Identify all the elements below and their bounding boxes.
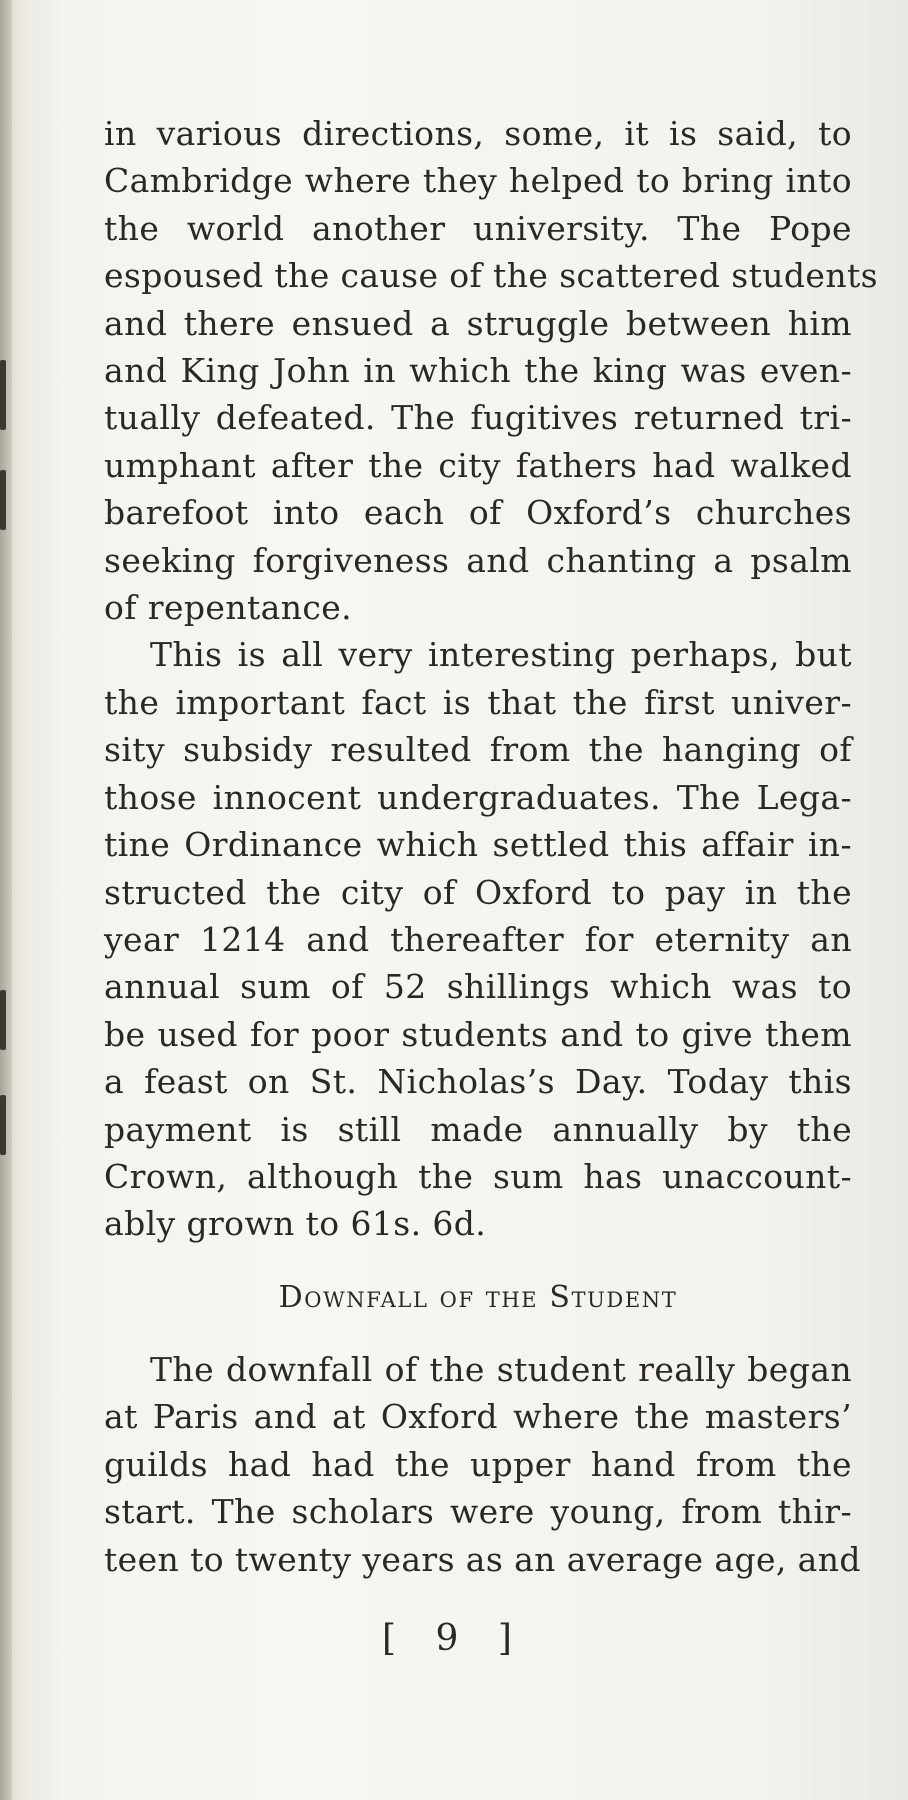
text-line: at Paris and at Oxford where the masters’ — [104, 1397, 852, 1437]
binding-stitch — [0, 1095, 6, 1155]
text-line: and King John in which the king was even- — [104, 351, 852, 391]
text-line: espoused the cause of the scattered students — [104, 256, 879, 296]
text-line: teen to twenty years as an average age, and — [104, 1539, 861, 1579]
text-line: seeking forgiveness and chanting a psalm — [104, 540, 852, 580]
binding-shadow — [0, 0, 12, 1800]
text-line: the world another university. The Pope — [104, 208, 852, 248]
text-line: Crown, although the sum has unaccount- — [104, 1156, 852, 1196]
binding-stitch — [0, 990, 6, 1050]
text-line: be used for poor students and to give them — [104, 1014, 852, 1054]
text-line: tine Ordinance which settled this affair in- — [104, 825, 852, 865]
text-line: annual sum of 52 shillings which was to — [104, 967, 852, 1007]
text-line: start. The scholars were young, from thir- — [104, 1492, 852, 1532]
text-line: a feast on St. Nicholas’s Day. Today this — [104, 1062, 852, 1102]
text-line: This is all very interesting perhaps, but — [150, 635, 852, 675]
text-line: and there ensued a struggle between him — [104, 303, 852, 343]
binding-stitch — [0, 360, 6, 430]
text-line: guilds had had the upper hand from the — [104, 1444, 852, 1484]
text-line: The downfall of the student really began — [150, 1350, 852, 1389]
text-line: payment is still made annually by the — [104, 1109, 852, 1149]
body-text — [104, 110, 879, 1248]
text-line: Cambridge where they helped to bring into — [104, 161, 852, 201]
body-text — [104, 1346, 861, 1583]
section-heading: Downfall of the Student — [278, 1280, 678, 1315]
text-line: tually defeated. The fugitives returned tri- — [104, 398, 852, 438]
text-line: structed the city of Oxford to pay in the — [104, 872, 852, 912]
text-line: in various directions, some, it is said, to — [104, 114, 852, 153]
text-line: year 1214 and thereafter for eternity an — [104, 919, 852, 959]
text-line: sity subsidy resulted from the hanging of — [104, 730, 852, 770]
text-line: umphant after the city fathers had walked — [104, 445, 852, 485]
text-line: ably grown to 61s. 6d. — [104, 1204, 487, 1244]
text-line: of repentance. — [104, 588, 353, 628]
text-line: those innocent undergraduates. The Lega- — [104, 777, 852, 817]
text-line: the important fact is that the first univer- — [104, 682, 852, 722]
text-line: barefoot into each of Oxford’s churches — [104, 493, 852, 533]
binding-stitch — [0, 470, 6, 530]
page-number: [ 9 ] — [382, 1618, 526, 1659]
